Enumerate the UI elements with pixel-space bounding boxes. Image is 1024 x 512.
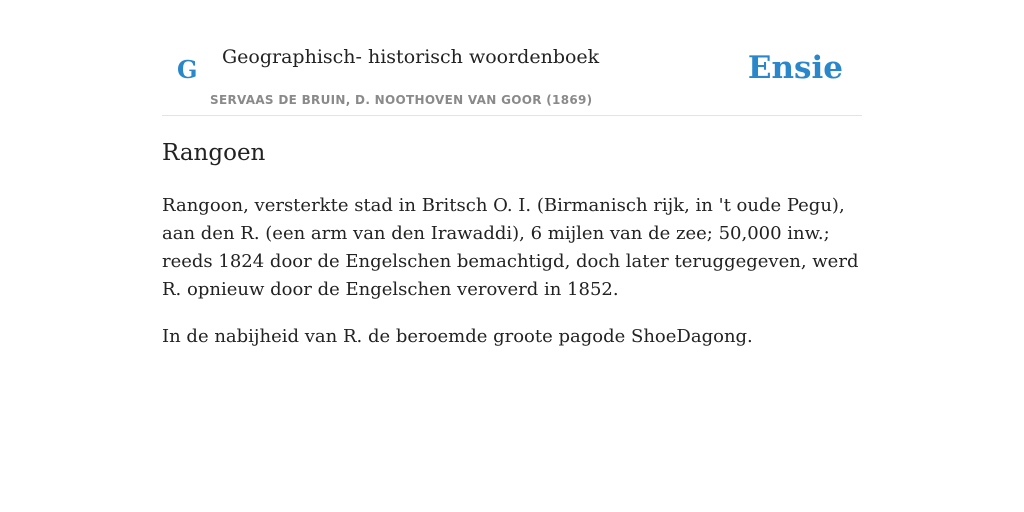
entry-header [162,36,862,116]
book-authors: SERVAAS DE BRUIN, D. NOOTHOVEN VAN GOOR (1869) [210,93,593,107]
book-title-link[interactable]: Geographisch- historisch woordenboek [222,46,600,68]
entry-title: Rangoen [162,140,266,166]
entry-paragraph: Rangoon, versterkte stad in Britsch O. I. (Birmanisch rijk, in 't oude Pegu), aan den R. (een arm van den Irawaddi), 6 mijlen van de zee; 50,000 inw.; reeds 1824 door de Engelschen bemachtigd, doch later teruggegeven, werd R. opnieuw door de Engelschen veroverd in 1852. [162,195,859,300]
entry-paragraph: In de nabijheid van R. de beroemde groote pagode ShoeDagong. [162,326,753,347]
ensie-logo-link[interactable]: Ensie [747,50,843,86]
entry-body [162,192,867,370]
book-logo-letter[interactable]: G [177,55,198,84]
